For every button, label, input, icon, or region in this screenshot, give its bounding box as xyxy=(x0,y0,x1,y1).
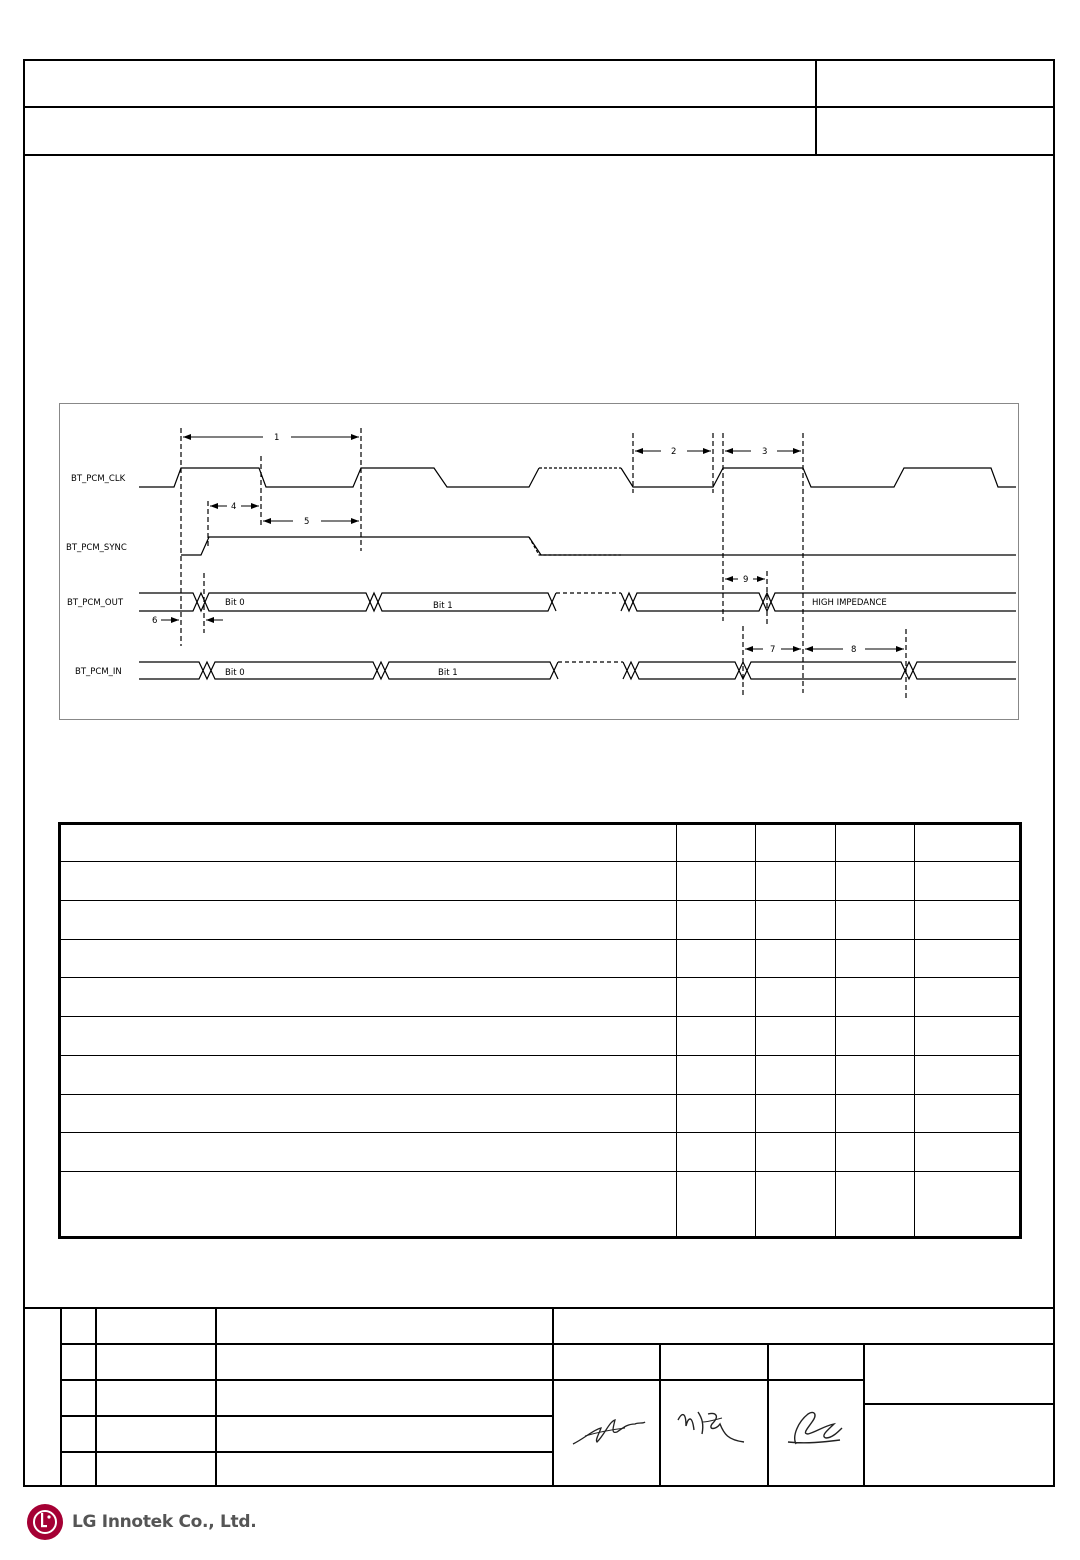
table-row-divider xyxy=(61,939,1019,940)
marker-5: 5 xyxy=(304,517,310,527)
out-bit1-label: Bit 1 xyxy=(433,601,453,611)
table-row-divider xyxy=(61,1171,1019,1172)
footer-row-line xyxy=(60,1415,553,1417)
in-bit0-label: Bit 0 xyxy=(225,668,245,678)
footer-col-line xyxy=(215,1307,217,1487)
header-column-divider xyxy=(815,59,817,156)
table-row-divider xyxy=(61,977,1019,978)
signature-1 xyxy=(565,1400,655,1460)
marker-7: 7 xyxy=(770,645,776,655)
footer-row-line xyxy=(60,1451,553,1453)
footer-col-line xyxy=(659,1343,661,1487)
marker-6: 6 xyxy=(152,616,158,626)
marker-2: 2 xyxy=(671,447,677,457)
footer-row-line xyxy=(863,1403,1055,1405)
footer-row-line xyxy=(60,1343,1055,1345)
marker-8: 8 xyxy=(851,645,857,655)
table-row-divider xyxy=(61,1016,1019,1017)
signal-label-clk: BT_PCM_CLK xyxy=(71,474,126,484)
signature-2 xyxy=(672,1400,762,1460)
pcm-timing-diagram xyxy=(59,403,1019,720)
clk-waveform-2 xyxy=(621,468,1016,487)
table-col-divider xyxy=(835,825,836,1236)
signal-label-in: BT_PCM_IN xyxy=(75,667,122,677)
clk-waveform xyxy=(139,468,539,487)
signal-label-out: BT_PCM_OUT xyxy=(67,598,124,608)
marker-4: 4 xyxy=(231,502,237,512)
in-bus-top-2 xyxy=(623,662,1016,679)
marker-1: 1 xyxy=(274,433,280,443)
footer-col-line xyxy=(767,1343,769,1487)
timing-diagram-svg xyxy=(60,404,1020,721)
table-col-divider xyxy=(755,825,756,1236)
footer-col-line xyxy=(552,1307,554,1487)
table-row-divider xyxy=(61,900,1019,901)
signature-3 xyxy=(778,1400,858,1460)
header-divider-2 xyxy=(23,154,1055,156)
signal-label-sync: BT_PCM_SYNC xyxy=(66,543,127,553)
table-col-divider xyxy=(914,825,915,1236)
high-impedance-label: HIGH IMPEDANCE xyxy=(812,598,887,608)
out-bit0-label: Bit 0 xyxy=(225,598,245,608)
lg-face-icon xyxy=(26,1503,64,1541)
in-bit1-label: Bit 1 xyxy=(438,668,458,678)
marker-3: 3 xyxy=(762,447,768,457)
footer-col-line xyxy=(60,1307,62,1487)
table-col-divider xyxy=(676,825,677,1236)
table-row-divider xyxy=(61,1055,1019,1056)
marker-9: 9 xyxy=(743,575,749,585)
in-bus-bottom-2 xyxy=(623,662,1016,679)
table-row-divider xyxy=(61,1094,1019,1095)
in-bus-top xyxy=(139,662,558,679)
footer-row-line xyxy=(553,1379,865,1381)
reference-lines xyxy=(181,428,906,699)
page-frame xyxy=(23,59,1055,1487)
company-logo xyxy=(26,1500,256,1544)
header-divider-1 xyxy=(23,106,1055,108)
table-row-divider xyxy=(61,1132,1019,1133)
sync-waveform-fall xyxy=(529,537,541,555)
sync-waveform xyxy=(181,537,529,555)
table-row-divider xyxy=(61,861,1019,862)
footer-col-line xyxy=(95,1307,97,1487)
footer-col-line xyxy=(863,1343,865,1487)
in-bus-bottom xyxy=(139,662,558,679)
footer-row-line xyxy=(60,1379,553,1381)
timing-spec-table xyxy=(58,822,1022,1239)
sync-waveform-dotted xyxy=(529,537,621,555)
company-name: LG Innotek Co., Ltd. xyxy=(72,1512,257,1532)
footer-top-line xyxy=(23,1307,1055,1309)
